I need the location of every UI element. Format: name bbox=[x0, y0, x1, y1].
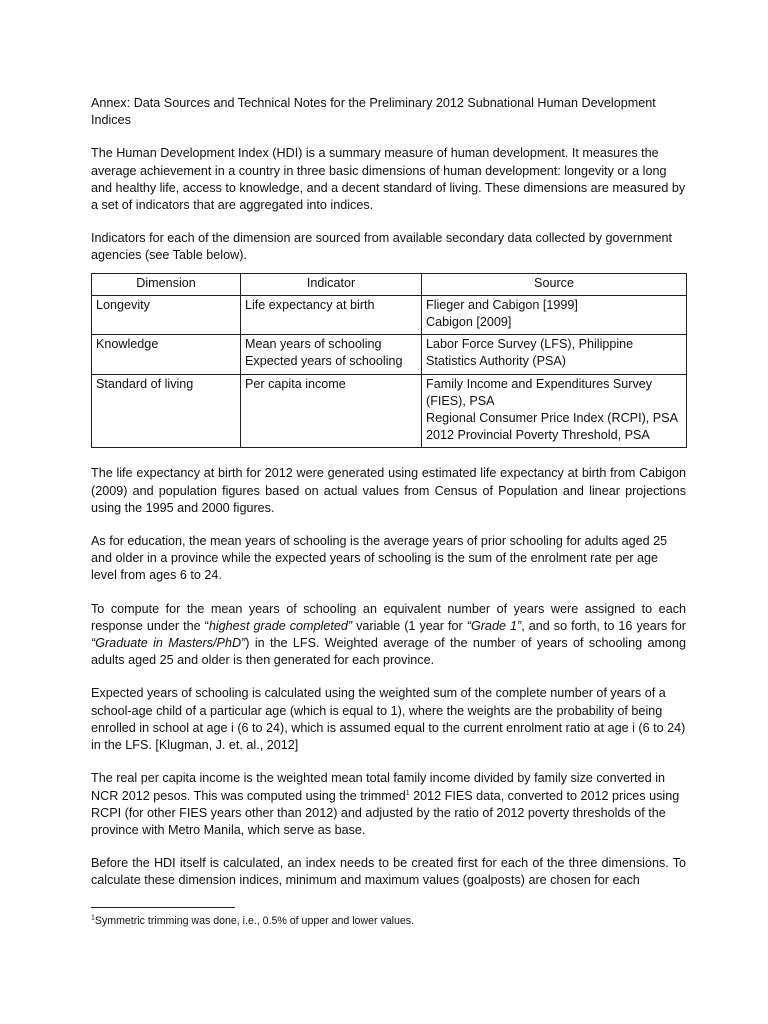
cell-indicator bbox=[241, 374, 422, 448]
life-expectancy-paragraph: The life expectancy at birth for 2012 were generated using estimated life expectancy at birth from Cabigon (2009) and population figures based on actual values from Census of Population and linear projections using the 1995 and 2000 figures. bbox=[91, 466, 686, 515]
mean-years-paragraph: To compute for the mean years of schooling an equivalent number of years were assigned to each response under the “highest grade completed” variable (1 year for “Grade 1”, and so forth, to 16 years for “Graduate in Masters/PhD”) in the LFS. Weighted average of the number of years of schooling among adults aged 25 and older is then generated for each province. bbox=[91, 601, 686, 668]
footnote-mark: 1 bbox=[91, 914, 95, 922]
footnote-ref: 1 bbox=[405, 789, 410, 797]
source-line: 2012 Provincial Poverty Threshold, PSA bbox=[426, 428, 650, 443]
footnote-text: Symmetric trimming was done, i.e., 0.5% of upper and lower values. bbox=[94, 915, 415, 927]
source-line: Flieger and Cabigon [1999] bbox=[426, 297, 578, 312]
header-source: Source bbox=[422, 273, 687, 295]
income-paragraph: The real per capita income is the weighted mean total family income divided by family size converted in NCR 2012 pesos. This was computed using the trimmed$^1$ 2012 FIES data, converted to 2012 prices using RCPI (for other FIES years other than 2012) and adjusted by the ratio of 2012 poverty thresholds of the province with Metro Manila, which serve as base. bbox=[91, 771, 680, 837]
document-page bbox=[91, 95, 686, 906]
header-dimension: Dimension bbox=[92, 273, 241, 295]
cell-source bbox=[422, 335, 687, 374]
source-line: Regional Consumer Price Index (RCPI), PSA bbox=[426, 411, 678, 426]
table-header-row bbox=[92, 273, 687, 295]
footnote bbox=[91, 914, 691, 928]
indicator-line: Expected years of schooling bbox=[245, 354, 403, 369]
table-row bbox=[92, 295, 687, 334]
source-line: Family Income and Expenditures Survey (FIES), PSA bbox=[426, 376, 653, 408]
cell-dimension: Longevity bbox=[92, 295, 241, 334]
data-sources-table bbox=[91, 273, 687, 449]
cell-indicator bbox=[241, 335, 422, 374]
footnote-divider bbox=[91, 907, 235, 908]
annex-title: Annex: Data Sources and Technical Notes for the Preliminary 2012 Subnational Human Development Indices bbox=[91, 96, 656, 128]
hdi-intro-paragraph: The Human Development Index (HDI) is a summary measure of human development. It measures the average achievement in a country in three basic dimensions of human development: longevity or a long and healthy life, access to knowledge, and a decent standard of living. These dimensions are measured by a set of indicators that are aggregated into indices. bbox=[91, 146, 686, 213]
dimension-index-paragraph: Before the HDI itself is calculated, an index needs to be created first for each of the three dimensions. To calculate these dimension indices, minimum and maximum values (goalposts) are chosen for each bbox=[91, 856, 686, 888]
table-row bbox=[92, 335, 687, 374]
cell-source bbox=[422, 295, 687, 334]
source-line: Labor Force Survey (LFS), Philippine Statistics Authority (PSA) bbox=[426, 337, 634, 369]
expected-years-paragraph: Expected years of schooling is calculated using the weighted sum of the complete number of years of a school-age child of a particular age (which is equal to 1), where the weights are the probability of being enrolled in school at age i (6 to 24), which is assumed equal to the current enrolment ratio at age i (6 to 24) in the LFS. [Klugman, J. et. al., 2012] bbox=[91, 686, 686, 753]
table-row bbox=[92, 374, 687, 448]
source-line: Cabigon [2009] bbox=[426, 315, 512, 330]
cell-dimension: Knowledge bbox=[92, 335, 241, 374]
cell-dimension: Standard of living bbox=[92, 374, 241, 448]
header-indicator: Indicator bbox=[241, 273, 422, 295]
cell-indicator bbox=[241, 295, 422, 334]
indicators-intro-paragraph: Indicators for each of the dimension are sourced from available secondary data collected by government agencies (see Table below). bbox=[91, 231, 673, 263]
education-paragraph: As for education, the mean years of schooling is the average years of prior schooling for adults aged 25 and older in a province while the expected years of schooling is the sum of the enrolment rate per age level from ages 6 to 24. bbox=[91, 534, 668, 583]
indicator-line: Mean years of schooling bbox=[245, 337, 382, 352]
indicator-line: Life expectancy at birth bbox=[245, 297, 375, 312]
indicator-line: Per capita income bbox=[245, 376, 346, 391]
cell-source bbox=[422, 374, 687, 448]
